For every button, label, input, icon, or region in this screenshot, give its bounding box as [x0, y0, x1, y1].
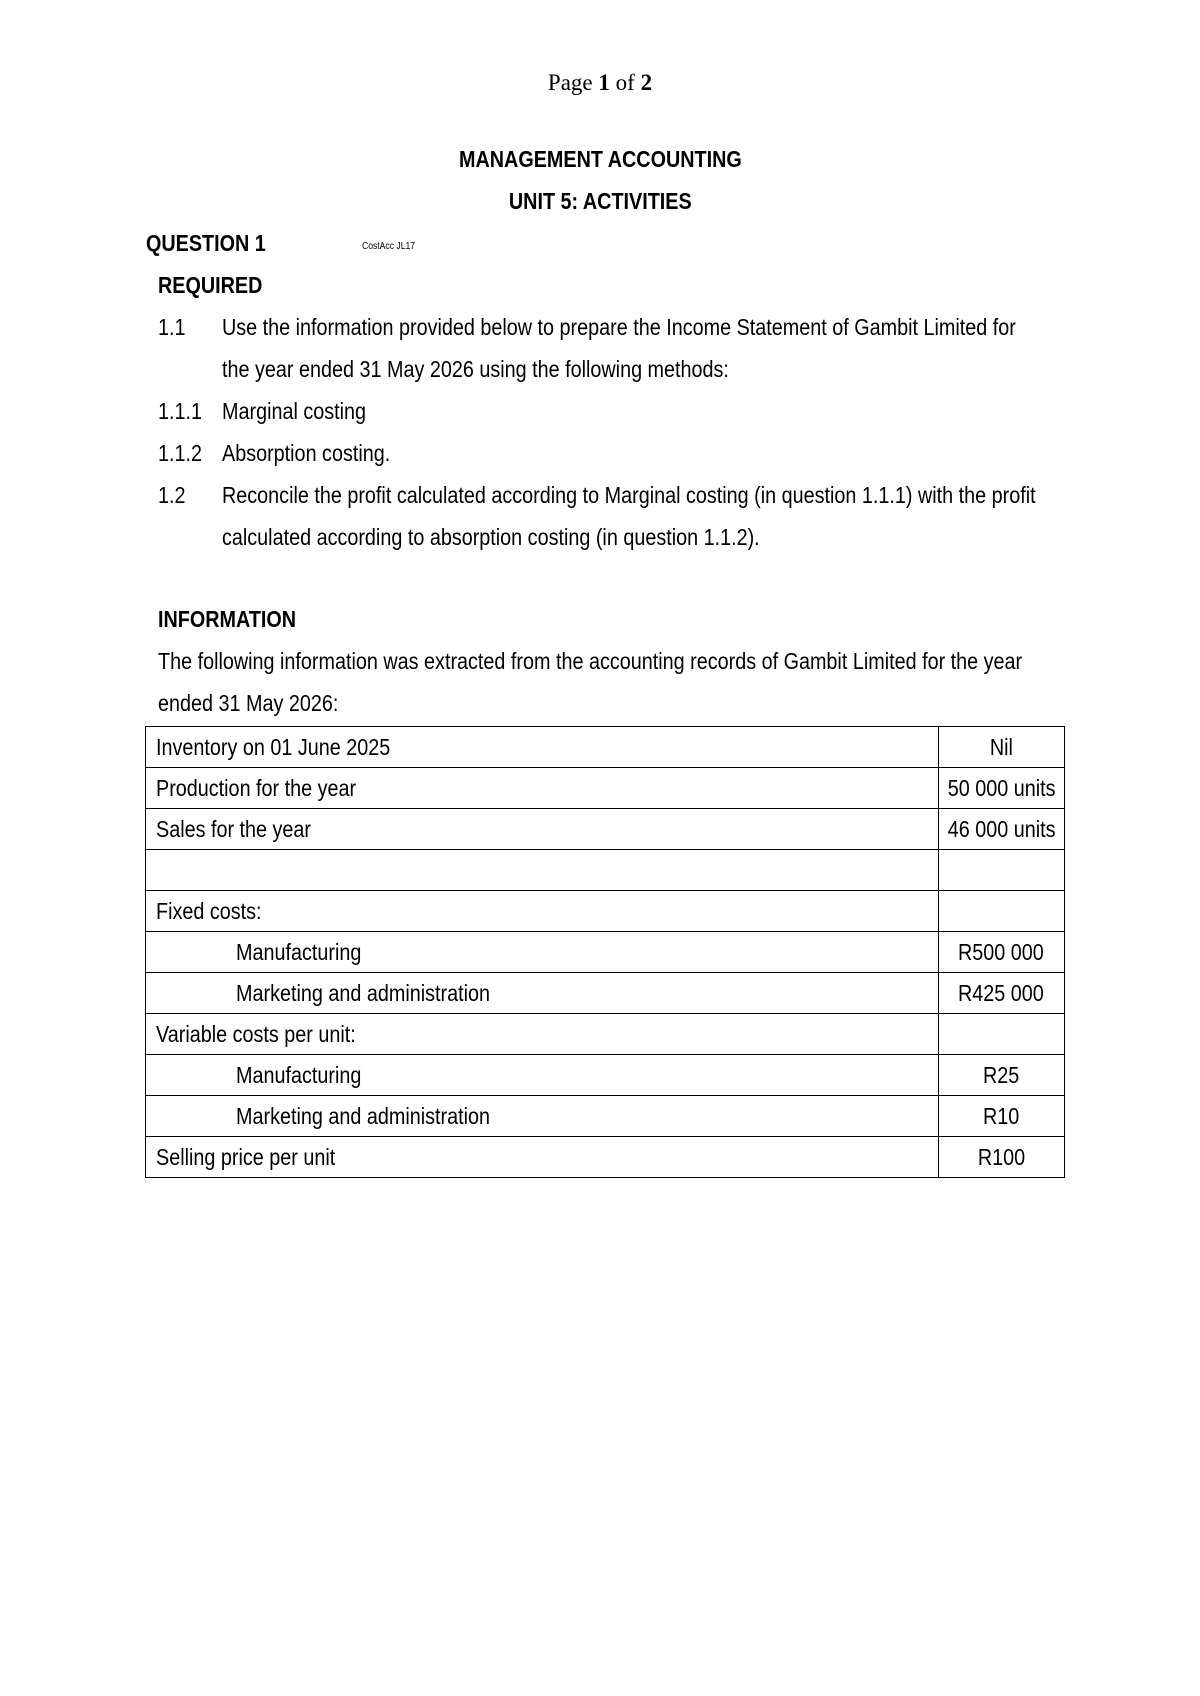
item-text: Marginal costing — [222, 398, 367, 424]
row-value: R425 000 — [938, 973, 1064, 1014]
page-of: of — [609, 70, 641, 95]
table-row — [146, 809, 1065, 850]
table-row — [146, 973, 1065, 1014]
table-row — [146, 1096, 1065, 1137]
item-number: 1.1.2 — [158, 440, 202, 466]
row-label: Marketing and administration — [146, 973, 939, 1014]
row-value: R25 — [938, 1055, 1064, 1096]
row-label — [146, 850, 939, 891]
item-text: Absorption costing. — [222, 440, 391, 466]
information-table — [145, 726, 1065, 1178]
item-number: 1.2 — [158, 482, 186, 508]
table-row — [146, 727, 1065, 768]
row-label: Variable costs per unit: — [146, 1014, 939, 1055]
row-label: Selling price per unit — [146, 1137, 939, 1178]
item-number: 1.1.1 — [158, 398, 202, 424]
item-text: Use the information provided below to prepare the Income Statement of Gambit Limited for — [222, 314, 1016, 340]
information-intro: The following information was extracted from the accounting records of Gambit Limited for the year — [158, 648, 1023, 674]
table-row — [146, 891, 1065, 932]
row-value: Nil — [938, 727, 1064, 768]
item-text: the year ended 31 May 2026 using the following methods: — [222, 356, 729, 382]
row-value: 46 000 units — [938, 809, 1064, 850]
table-row — [146, 1137, 1065, 1178]
row-label: Production for the year — [146, 768, 939, 809]
question-heading: QUESTION 1 — [146, 230, 266, 256]
row-label: Inventory on 01 June 2025 — [146, 727, 939, 768]
question-tag: CostAcc JL17 — [362, 241, 416, 252]
item-text: Reconcile the profit calculated according to Marginal costing (in question 1.1.1) with the profit — [222, 482, 1036, 508]
row-label: Manufacturing — [146, 1055, 939, 1096]
information-heading: INFORMATION — [158, 606, 297, 632]
row-label: Marketing and administration — [146, 1096, 939, 1137]
page-prefix: Page — [547, 70, 599, 95]
row-label: Fixed costs: — [146, 891, 939, 932]
row-value: R100 — [938, 1137, 1064, 1178]
row-label: Manufacturing — [146, 932, 939, 973]
row-value: R500 000 — [938, 932, 1064, 973]
page-current: 1 — [598, 70, 610, 95]
row-value — [938, 1014, 1064, 1055]
table-row — [146, 850, 1065, 891]
item-text: calculated according to absorption costing (in question 1.1.2). — [222, 524, 760, 550]
item-number: 1.1 — [158, 314, 186, 340]
row-value — [938, 850, 1064, 891]
page-number — [0, 70, 1200, 96]
table-row — [146, 932, 1065, 973]
table-row — [146, 1014, 1065, 1055]
table-row — [146, 1055, 1065, 1096]
table-row — [146, 768, 1065, 809]
document-subtitle: UNIT 5: ACTIVITIES — [508, 188, 692, 214]
row-value: 50 000 units — [938, 768, 1064, 809]
page-total: 2 — [640, 70, 653, 95]
row-value: R10 — [938, 1096, 1064, 1137]
row-value — [938, 891, 1064, 932]
document-title: MANAGEMENT ACCOUNTING — [458, 146, 742, 172]
information-intro: ended 31 May 2026: — [158, 690, 339, 716]
required-heading: REQUIRED — [158, 272, 263, 298]
row-label: Sales for the year — [146, 809, 939, 850]
